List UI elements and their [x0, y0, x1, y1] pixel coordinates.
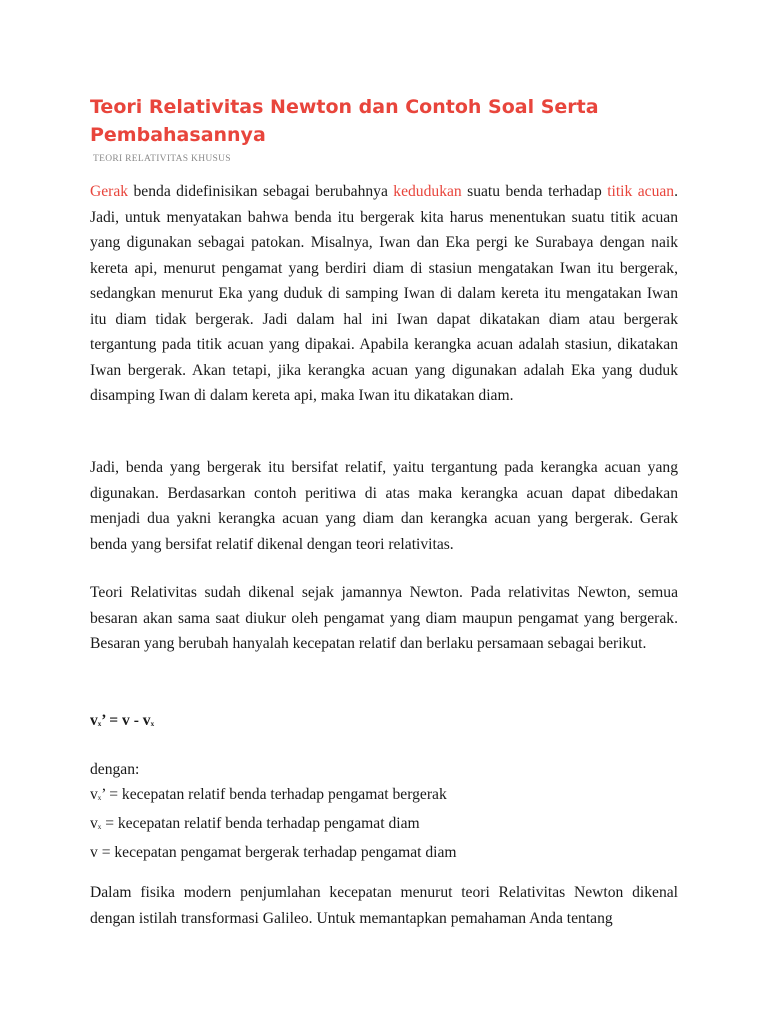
- article-category[interactable]: TEORI RELATIVITAS KHUSUS: [93, 154, 231, 164]
- formula-v: v: [90, 712, 98, 729]
- paragraph-4: Dalam fisika modern penjumlahan kecepatan menurut teori Relativitas Newton dikenal dengan istilah transformasi Galileo. Untuk memantapkan pemahaman Anda tentang: [90, 884, 678, 927]
- paragraph-1: [90, 179, 678, 409]
- definitions-intro: dengan:: [90, 761, 140, 778]
- paragraph-1-text-b: suatu benda terhadap: [461, 183, 608, 200]
- paragraph-3: Teori Relativitas sudah dikenal sejak jamannya Newton. Pada relativitas Newton, semua besaran akan sama saat diukur oleh pengamat yang diam maupun pengamat yang bergerak. Besaran yang berubah hanyalah kecepatan relatif dan berlaku persamaan sebagai berikut.: [90, 584, 678, 652]
- link-titik-acuan[interactable]: titik acuan: [607, 183, 675, 200]
- formula: [90, 708, 154, 737]
- formula-sub-2: x: [150, 720, 155, 728]
- paragraph-2: Jadi, benda yang bergerak itu bersifat relatif, yaitu tergantung pada kerangka acuan yang digunakan. Berdasarkan contoh peritiwa di atas maka kerangka acuan dapat dibedakan menjadi dua yakni kerangka acuan yang diam dan kerangka acuan yang bergerak. Gerak benda yang bersifat relatif dikenal dengan teori relativitas.: [90, 459, 678, 553]
- definition-2-symbol: v: [90, 815, 98, 832]
- definition-3: v = kecepatan pengamat bergerak terhadap pengamat diam: [90, 844, 457, 861]
- formula-rest: ’ = v - v: [101, 712, 151, 729]
- definition-2-text: = kecepatan relatif benda terhadap pengamat diam: [101, 815, 420, 832]
- formula-sub-1: x: [97, 720, 102, 728]
- definition-2: [90, 811, 457, 840]
- paragraph-1-text-c: . Jadi, untuk menyatakan bahwa benda itu bergerak kita harus menentukan suatu titik acuan yang digunakan sebagai patokan. Misalnya, Iwan dan Eka pergi ke Surabaya dengan naik kereta api, menurut pengamat yang berdiri diam di stasiun mengatakan Iwan itu bergerak, sedangkan menurut Eka yang duduk di samping Iwan di dalam kereta itu mengatakan Iwan itu diam tidak bergerak. Jadi dalam hal ini Iwan dapat dikatakan diam atau bergerak tergantung pada titik acuan yang dipakai. Apabila kerangka acuan adalah stasiun, dikatakan Iwan bergerak. Akan tetapi, jika kerangka acuan yang digunakan adalah Eka yang duduk disamping Iwan di dalam kereta api, maka Iwan itu dikatakan diam.: [90, 183, 678, 404]
- paragraph-1-text-a: benda didefinisikan sebagai berubahnya: [128, 183, 394, 200]
- article-title: Teori Relativitas Newton dan Contoh Soal Serta Pembahasannya: [90, 96, 599, 146]
- definition-2-subscript: x: [97, 823, 102, 831]
- definition-1: [90, 782, 457, 811]
- link-kedudukan[interactable]: kedudukan: [393, 183, 462, 200]
- definition-1-subscript: x: [97, 794, 102, 802]
- definition-1-text: ’ = kecepatan relatif benda terhadap pengamat bergerak: [101, 786, 447, 803]
- link-gerak[interactable]: Gerak: [90, 183, 129, 200]
- definitions: [90, 757, 457, 865]
- definition-1-symbol: v: [90, 786, 98, 803]
